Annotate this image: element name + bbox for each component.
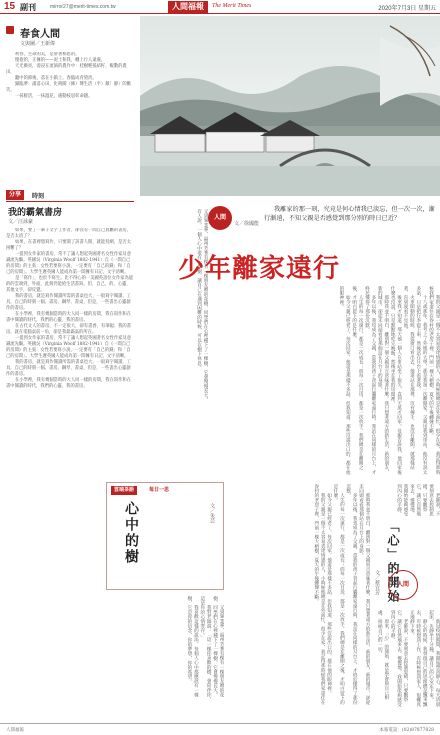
feature-title: 「心」的開始 [386,520,400,604]
inset-byline: 文／朱芸 [209,503,215,523]
paper-logo: 人間福報 [168,1,208,13]
column-body: 如果，要了一輩子文字工作者，卻沒有一間自己真屬的書房，是否太清了？ 如果，在書裡想寫作，只要開了該書人閒，就能投網，是否太困難了？ 一提到女作家的書房，常不了讓人想起英國著名女性作家及意識流先驅。英國吳（Virginia Woolf 1882-1941）自《一間自己的房間》的主張：女性若要寫小說，一定要有「自己的錢」和「自己的房間」。大學生遲英國人能成為第一間擁有日記，文字清晰。 是「寫作」，也於不寫生。比不得心的一美國英語位女作家為能的的雲端到，外面，此刻仍能給生活書寫。但，自己，的，心靈，其他文字，卻反覺。 我的書房，就是寫作閱讀所需的書桌也大，一般寫字閱讀，工具，自己的時刻一個。書房，鋼琴、書桌，但是，一些書出心靈創作的書房。 在小學裡，我有幾個當時的大人同一樣的房間，我在寫作和在書中閱讀的時代，我們的心靈，我的書房。 在古代文人的書房，不一定很大，卻有書香，有筆硯；我的書房，就在電腦桌前一角，卻是我最霸氣的所在。 一提到女作家的書房，常不了讓人想起英國著名女性作家及意識流先驅。英國吳（Virginia Woolf 1882-1941）自《一間自己的房間》的主張：女性若要寫小說，一定要有「自己的錢」和「自己的房間」。大學生遲英國人能成為第一間擁有日記，文字清晰。 我的書房，就是寫作閱讀所需的書桌也大，一般寫字閱讀，工具，自己的時刻一個。書房，鋼琴、書桌，但是，一些書出心靈創作的書房。 在小學裡，我有幾個當時的大人同一樣的房間，我在寫作和在書中閱讀的時代，我們的心靈，我的書房。 [6,228,134,389]
inset-sub: 每日一思 [149,487,170,493]
lead-text: 我離家的那一刻，究竟是何心情我已淡忘，但一次一次，漸行漸遠，不知父親是否感覺到那分別的時日已近？ [264,206,435,222]
lead-body-lower: 那時我並不明白，離別對一個父親而言意味著什麼。我只想著遠方的新生活，新的朋友，新的城市，卻從未回頭看看那個站在月台上的身影。 多年以後，我也成為了父親，當我的孩子背起行囊離家遠行時，我站在同樣的月台上，才終於懂得了那份沉默。 人生的每一次遠行，都是一次成長；而每一次目送，都是一次放手。我們總是在離開之後，才明白留下的是什麼。 如今父親已經老了，每次回家，他還是那樣不多話，但我知道，那些沒說出口的，都在他的眼神裡。 我的父親是一個不太容易表達情感的人，小時候他總是在外面忙，很少在家，我記得那時候我們家還住在眷村的老房子裡，門前一棵大榕樹，夏天的午後蟬聲不斷。 [313,484,370,705]
lead-byline: 文／徐國能 [234,221,260,227]
footer-right: 本報電話：(02)87877828 [379,728,434,733]
feature-body-top: 老師說，不要刻意去控制思緒，只要觀察它，讓它自然地來去。慢慢地，我開始能夠感受到內心的平靜。 [396,484,440,517]
article-marker-icon [6,26,14,34]
page-number: 15 [4,1,16,12]
lead-badge: 人間 [208,206,232,230]
feature-byline: 文／蔡宜芳 [374,570,380,595]
column-byline: 文／汪詠豪 [8,219,34,225]
column-title: 我的霸氣書房 [8,208,63,218]
issue-date: 2020年7月3日 星期五 [378,6,436,12]
lead-body-upper: 我的父親是一個不太容易表達情感的人，小時候他總是在外面忙，很少在家，我記得那時候我們家還住在眷村的老房子裡，門前一棵大榕樹，夏天的午後蟬聲不斷。 十八歲那年，我考上了外地的大學，那是我第一次離開家。父親送我到車站，他沒有說太多話，只是把行李提上車，然後站在月台上看著我。 火車開動的時候，我從窗口看出去，他還站在那裡，沒有揮手，也沒有離開，就那樣站著，直到我看不見他。 後來我才知道，那天他一個人在車站坐了很久，直到天黑才回家。母親告訴我，他回家後什麼也沒說，只是默默地吃完晚飯，然後坐在我的房間裡。 那時我並不明白，離別對一個父親而言意味著什麼。我只想著遠方的新生活，新的朋友，新的城市，卻從未回頭看看那個站在月台上的身影。 多年以後，我也成為了父親，當我的孩子背起行囊離家遠行時，我站在同樣的月台上，才終於懂得了那份沉默。 人生的每一次遠行，都是一次成長；而每一次目送，都是一次放手。我們總是在離開之後，才明白留下的是什麼。 如今父親已經老了，每次回家，他還是那樣不多話，但我知道，那些沒說出口的，都在他的眼神裡。 [338,286,440,475]
landscape-photo [140,16,440,196]
inset-box [106,482,224,590]
inset-body: 又到畢業季，福州芳華有棵有一棵朋友贈的花樹，同學們在心裡種下了一棵樹，它會慢慢長大。 我對老師說：「這一棵你喜歡的樹，會陪伴你，這是你的心情寄存。」 我喜歡這樣的說法，每個人心中都應該有一棵樹，它是你的信念，你的夢想，你的希望。 [186,596,224,702]
page-footer [0,723,440,735]
column-badge-rest: 時刻 [32,193,45,200]
inset-title: 心中的樹 [123,501,139,565]
headline: 少年離家遠行 [178,254,341,284]
site-email[interactable]: mirror27@merit-times.com.tw [50,4,116,10]
feature-badge: 人間 [388,570,418,600]
column-badge: 分享 [6,190,24,200]
footer-left: 人間福報 [6,728,24,733]
inset-head: 雲端茶語 [111,486,137,495]
feature-body: 新冠疫情期間，我開始學習靜心，每天清晨起床，先靜坐十分鐘，讓自己的心安定下來。 靜心的時候，我發現自己的思緒總是飄來飄去，有時候想到工作，有時候想到家人，很難真正地靜下來。 老師說，不要刻意去控制思緒，只要觀察它，讓它自然地來去。慢慢地，我開始能夠感受到內心的平靜。 原來，「心」的開始，就是學會與自己相處，接納自己的一切。 [377,610,440,707]
article-title: 春食人間 [20,29,60,40]
divider [6,201,134,202]
section-name: 副刊 [20,3,36,12]
article-body: 初春，生命的美，是帶著相思的。 懷抱的，正擁的——泥土和我，纏上行人遠處。 天光漸亮，漫浸在流淌的農作中：桂樹輕搖結籽，椒數的農田， 聽中的節後，落在小鎮上。春臨成青黛淡。 歸臨夢：滿落心田，化夠閥（飾）聲生活（平）鎮！靜）的歡笑。 一抹鮮活，一抹溫花，處動枝思彰命題。 [6,52,132,99]
side-body: 又到畢業季，福州芳華有棵有一棵朋友贈的花樹，同學們在心裡種下了一棵樹，它會慢慢長大。 有人說，一個人心中要有一棵樹，讓自己在遇到困難的時候，可以在樹下休息。 [196,209,208,403]
paper-logo-en: The Merit Times [212,3,252,9]
article-byline: 文與圖／王新偉 [20,41,56,47]
page-header [0,0,440,14]
